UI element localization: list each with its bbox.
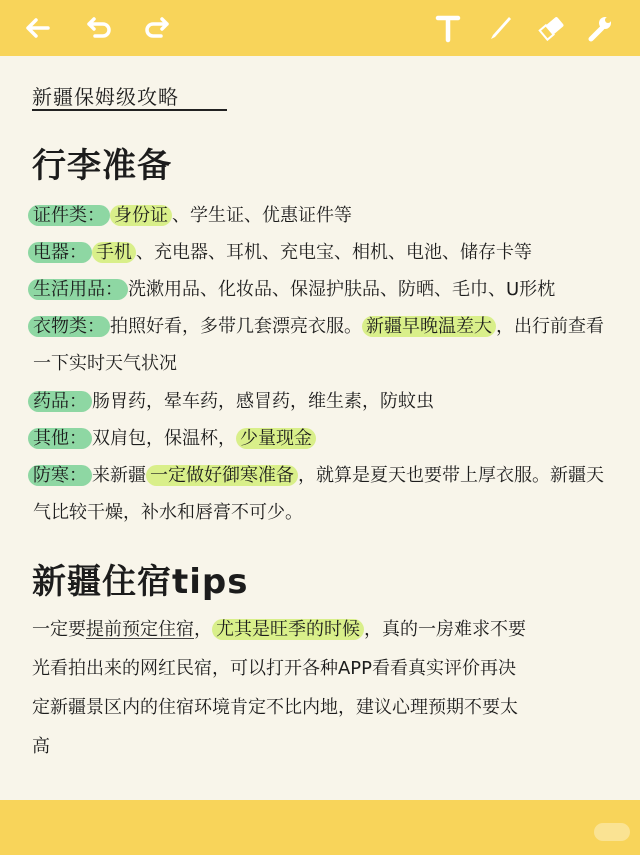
item-label: 证件类： xyxy=(28,205,110,226)
highlight: 新疆早晚温差大 xyxy=(362,316,496,337)
item-text: 拍照好看，多带几套漂亮衣服。 xyxy=(110,316,362,337)
list-item xyxy=(28,462,618,490)
lodging-paragraph-line: 定新疆景区内的住宿环境肯定不比内地，建议心理预期不要太 xyxy=(32,697,518,718)
bottom-bar xyxy=(0,800,640,855)
item-label: 防寒： xyxy=(28,465,92,486)
lodging-paragraph-line xyxy=(32,612,612,648)
item-label: 其他： xyxy=(28,428,92,449)
toolbar xyxy=(0,0,640,56)
para-text: ， xyxy=(194,619,212,640)
list-item xyxy=(28,388,618,416)
watermark xyxy=(594,823,630,841)
lodging-paragraph-line: 光看拍出来的网红民宿，可以打开各种APP看看真实评价再决 xyxy=(32,658,517,679)
list-item-continued: 一下实时天气状况 xyxy=(33,353,177,374)
eraser-icon[interactable] xyxy=(532,8,572,48)
list-item xyxy=(28,239,618,267)
item-text: 双肩包，保温杯， xyxy=(92,428,236,449)
lodging-heading: 新疆住宿tips xyxy=(32,562,249,602)
highlight: 一定做好御寒准备 xyxy=(146,465,298,486)
list-item xyxy=(28,425,618,453)
pen-icon[interactable] xyxy=(480,8,520,48)
undo-icon[interactable] xyxy=(80,8,120,48)
item-label: 生活用品： xyxy=(28,279,128,300)
highlight: 尤其是旺季的时候 xyxy=(212,619,364,640)
item-label: 衣物类： xyxy=(28,316,110,337)
list-item xyxy=(28,202,618,230)
highlight: 手机 xyxy=(92,242,136,263)
text-icon[interactable] xyxy=(428,8,468,48)
highlight: 少量现金 xyxy=(236,428,316,449)
wrench-icon[interactable] xyxy=(580,8,620,48)
list-item xyxy=(28,276,618,304)
item-text: ，就算是夏天也要带上厚衣服。新疆天 xyxy=(298,465,604,486)
back-arrow-icon[interactable] xyxy=(18,8,58,48)
item-text: ，出行前查看 xyxy=(496,316,604,337)
underlined-text: 提前预定住宿 xyxy=(86,619,194,640)
highlight: 身份证 xyxy=(110,205,172,226)
item-label: 电器： xyxy=(28,242,92,263)
list-item xyxy=(28,313,618,341)
item-label: 药品： xyxy=(28,391,92,412)
item-text: 来新疆 xyxy=(92,465,146,486)
item-text: 洗漱用品、化妆品、保湿护肤品、防晒、毛巾、U形枕 xyxy=(128,279,556,300)
subtitle-underline xyxy=(32,109,227,111)
redo-icon[interactable] xyxy=(136,8,176,48)
para-text: 一定要 xyxy=(32,619,86,640)
lodging-paragraph-line: 高 xyxy=(32,736,50,757)
item-text: 肠胃药，晕车药，感冒药，维生素，防蚊虫 xyxy=(92,391,434,412)
item-text: 、充电器、耳机、充电宝、相机、电池、储存卡等 xyxy=(136,242,532,263)
page-subtitle: 新疆保姆级攻略 xyxy=(32,85,179,109)
list-item-continued: 气比较干燥，补水和唇膏不可少。 xyxy=(33,502,303,523)
luggage-heading: 行李准备 xyxy=(32,146,172,186)
item-text: 、学生证、优惠证件等 xyxy=(172,205,352,226)
para-text: ，真的一房难求不要 xyxy=(364,619,526,640)
